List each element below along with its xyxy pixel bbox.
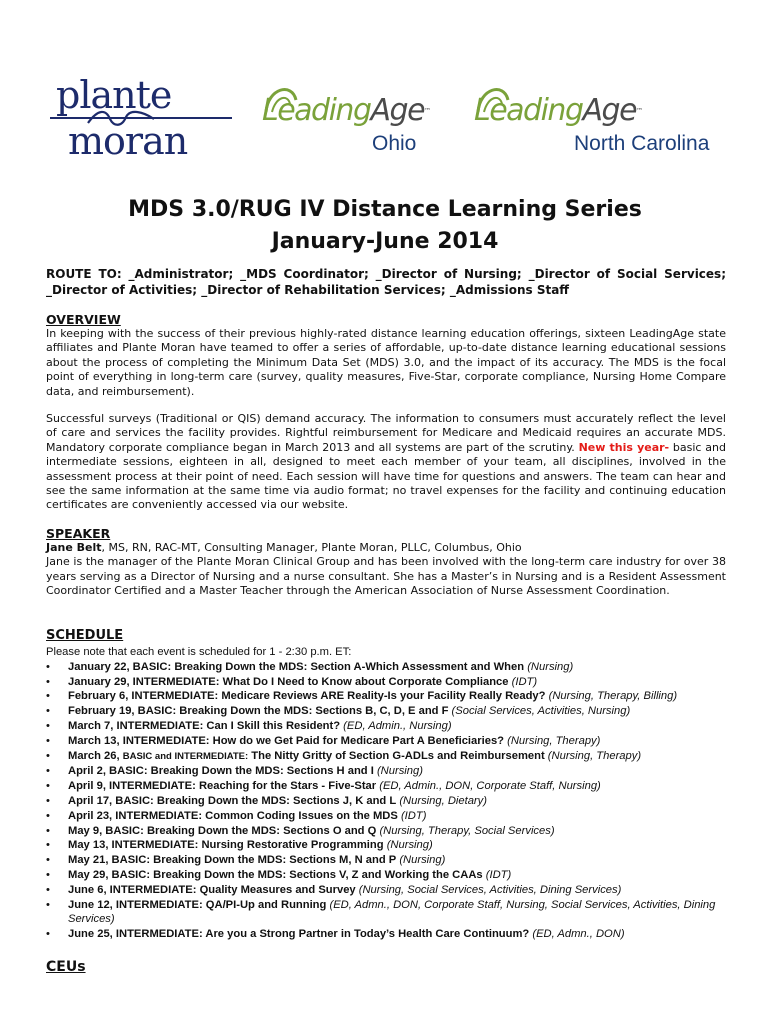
bullet-icon: • (46, 705, 50, 718)
event-topic: The Nitty Gritty of Section G-ADLs and Reimbursement (248, 749, 545, 762)
bullet-icon: • (46, 734, 50, 747)
list-item (46, 794, 736, 809)
bullet-icon: • (46, 854, 50, 867)
speaker-heading: SPEAKER (46, 526, 111, 541)
plante-logo-text-top: plante (56, 73, 172, 117)
event-title: April 2, BASIC: Breaking Down the MDS: Sections H and I (68, 765, 374, 778)
plante-moran-logo (50, 75, 235, 165)
event-title: May 9, BASIC: Breaking Down the MDS: Sections O and Q (68, 824, 377, 837)
event-audience: (Nursing, Therapy, Billing) (548, 690, 678, 703)
leadingage-region-ohio: Ohio (372, 132, 417, 155)
leadingage-ohio-logo (262, 82, 452, 162)
schedule-list (46, 645, 736, 942)
event-audience: (Nursing, Dietary) (399, 794, 487, 807)
bullet-icon: • (46, 883, 50, 896)
bullet-icon: • (46, 824, 50, 837)
event-date: March 26, (68, 749, 123, 762)
trademark-symbol: ™ (636, 107, 642, 115)
list-item (46, 853, 736, 868)
event-audience: (ED, Admn., DON) (532, 928, 625, 941)
event-audience: (Nursing) (376, 765, 423, 778)
list-item (46, 719, 736, 734)
bullet-icon: • (46, 794, 50, 807)
event-title: April 23, INTERMEDIATE: Common Coding Issues on the MDS (68, 809, 398, 822)
overview-paragraph-2 (46, 412, 726, 513)
bullet-icon: • (46, 660, 50, 673)
event-title: March 7, INTERMEDIATE: Can I Skill this Resident? (68, 719, 341, 732)
event-audience: (ED, Admn., DON, Corporate Staff, Nursing, Social Services, Activities, Dining Services) (68, 898, 716, 926)
event-audience: (ED, Admin., DON, Corporate Staff, Nursing) (379, 780, 601, 793)
event-level: BASIC and INTERMEDIATE: (122, 750, 249, 762)
leadingage-age-text: Age (582, 93, 637, 128)
event-audience: (Nursing, Therapy) (547, 749, 642, 762)
event-title (68, 750, 545, 762)
document-title: MDS 3.0/RUG IV Distance Learning Series (128, 197, 642, 222)
event-title: June 12, INTERMEDIATE: QA/PI-Up and Running (68, 898, 327, 911)
bullet-icon: • (46, 690, 50, 703)
list-item (46, 734, 736, 749)
list-item (46, 868, 736, 883)
list-item (46, 838, 736, 853)
list-item (46, 824, 736, 839)
event-title: May 21, BASIC: Breaking Down the MDS: Sections M, N and P (68, 854, 397, 867)
bullet-icon: • (46, 839, 50, 852)
speaker-credentials: , MS, RN, RAC-MT, Consulting Manager, Plante Moran, PLLC, Columbus, Ohio (101, 541, 522, 554)
event-audience: (Nursing, Social Services, Activities, Dining Services) (358, 883, 622, 896)
overview-text-cont: basic and intermediate sessions, eighteen in all, designed to meet each member of your team, all disciplines, involved in the assessment process at their point of need. Each session will have time for questions and answers. The team can hear and see the same information at the same time via audio format; no travel expenses for the facility and continuing education certificates are conveniently accessed via our website. (46, 440, 726, 512)
document-subtitle: January-June 2014 (271, 229, 499, 254)
new-this-year-highlight: New this year- (578, 440, 670, 454)
event-title: February 19, BASIC: Breaking Down the MDS: Sections B, C, D, E and F (68, 705, 449, 718)
list-item (46, 764, 736, 779)
list-item (46, 749, 736, 765)
event-title: January 22, BASIC: Breaking Down the MDS: Section A-Which Assessment and When (68, 660, 525, 673)
bullet-icon: • (46, 765, 50, 778)
event-title: June 25, INTERMEDIATE: Are you a Strong Partner in Today’s Health Care Continuum? (68, 928, 530, 941)
schedule-heading: SCHEDULE (46, 628, 124, 643)
event-title: February 6, INTERMEDIATE: Medicare Reviews ARE Reality-Is your Facility Really Ready? (68, 690, 546, 703)
list-item (46, 883, 736, 898)
event-title: January 29, INTERMEDIATE: What Do I Need to Know about Corporate Compliance (68, 675, 509, 688)
leadingage-leading-text: Leading (262, 93, 371, 128)
overview-paragraph-1: In keeping with the success of their previous highly-rated distance learning education offerings, sixteen LeadingAge state affiliates and Plante Moran have teamed to offer a series of affordable, up-to-date distance learning educational sessions about the process of completing the Minimum Data Set (MDS) 3.0, and the impact of its accuracy. The MDS is the focal point of everything in long-term care (survey, quality measures, Five-Star, corporate compliance, Nursing Home Compare data, and reimbursement). (46, 327, 726, 398)
leadingage-wordmark (262, 94, 430, 128)
bullet-icon: • (46, 749, 50, 762)
event-title: May 13, INTERMEDIATE: Nursing Restorative Programming (68, 839, 384, 852)
bullet-icon: • (46, 675, 50, 688)
event-audience: (Nursing) (399, 854, 446, 867)
list-item (46, 660, 736, 675)
event-audience: (IDT) (400, 809, 427, 822)
event-audience: (ED, Admin., Nursing) (343, 719, 452, 732)
leadingage-wordmark (474, 94, 642, 128)
bullet-icon: • (46, 719, 50, 732)
speaker-name: Jane Belt (46, 541, 102, 554)
plante-logo-text-bottom: moran (68, 119, 188, 163)
list-item (46, 675, 736, 690)
leadingage-region-nc: North Carolina (574, 132, 710, 155)
leadingage-age-text: Age (370, 93, 425, 128)
schedule-note: Please note that each event is scheduled for 1 - 2:30 p.m. ET: (46, 646, 352, 658)
bullet-icon: • (46, 928, 50, 941)
bullet-icon: • (46, 809, 50, 822)
event-audience: (Nursing) (386, 839, 433, 852)
event-title: June 6, INTERMEDIATE: Quality Measures and Survey (68, 883, 356, 896)
speaker-info (46, 541, 726, 599)
event-title: May 29, BASIC: Breaking Down the MDS: Sections V, Z and Working the CAAs (68, 868, 483, 881)
list-item (46, 898, 736, 928)
event-title: March 13, INTERMEDIATE: How do we Get Paid for Medicare Part A Beneficiaries? (68, 734, 504, 747)
event-audience: (Nursing, Therapy, Social Services) (379, 824, 555, 837)
event-title: April 9, INTERMEDIATE: Reaching for the Stars - Five-Star (68, 780, 377, 793)
list-item (46, 689, 736, 704)
list-item (46, 809, 736, 824)
route-to-line: ROUTE TO: _Administrator; _MDS Coordinator; _Director of Nursing; _Director of Social Services; _Director of Activities; _Director of Rehabilitation Services; _Admissions Staff (46, 267, 726, 297)
bullet-icon: • (46, 898, 50, 911)
list-item (46, 704, 736, 719)
speaker-bio: Jane is the manager of the Plante Moran Clinical Group and has been involved with the long-term care industry for over 38 years serving as a Director of Nursing and a nurse consultant. She has a Master’s in Nursing and is a Resident Assessment Coordinator Certified and a Master Teacher through the American Association of Nurse Assessment Coordination. (46, 555, 726, 598)
event-audience: (Nursing) (527, 660, 574, 673)
list-item (46, 779, 736, 794)
bullet-icon: • (46, 780, 50, 793)
overview-text: Successful surveys (Traditional or QIS) demand accuracy. The information to consumers must accurately reflect the level of care and services the facility provides. Rightful reimbursement for Medicare and Medicaid requires an accurate MDS. Mandatory corporate compliance began in March 2013 and all systems are part of the scrutiny. (46, 412, 726, 454)
leadingage-nc-logo (474, 82, 724, 162)
ceus-heading: CEUs (46, 959, 86, 975)
bullet-icon: • (46, 868, 50, 881)
overview-heading: OVERVIEW (46, 312, 121, 327)
list-item (46, 927, 736, 942)
event-audience: (IDT) (511, 675, 538, 688)
event-audience: (Social Services, Activities, Nursing) (451, 705, 631, 718)
event-title: April 17, BASIC: Breaking Down the MDS: Sections J, K and L (68, 794, 397, 807)
event-audience: (Nursing, Therapy) (507, 734, 601, 747)
event-audience: (IDT) (485, 868, 512, 881)
trademark-symbol: ™ (424, 107, 430, 115)
leadingage-leading-text: Leading (474, 93, 583, 128)
